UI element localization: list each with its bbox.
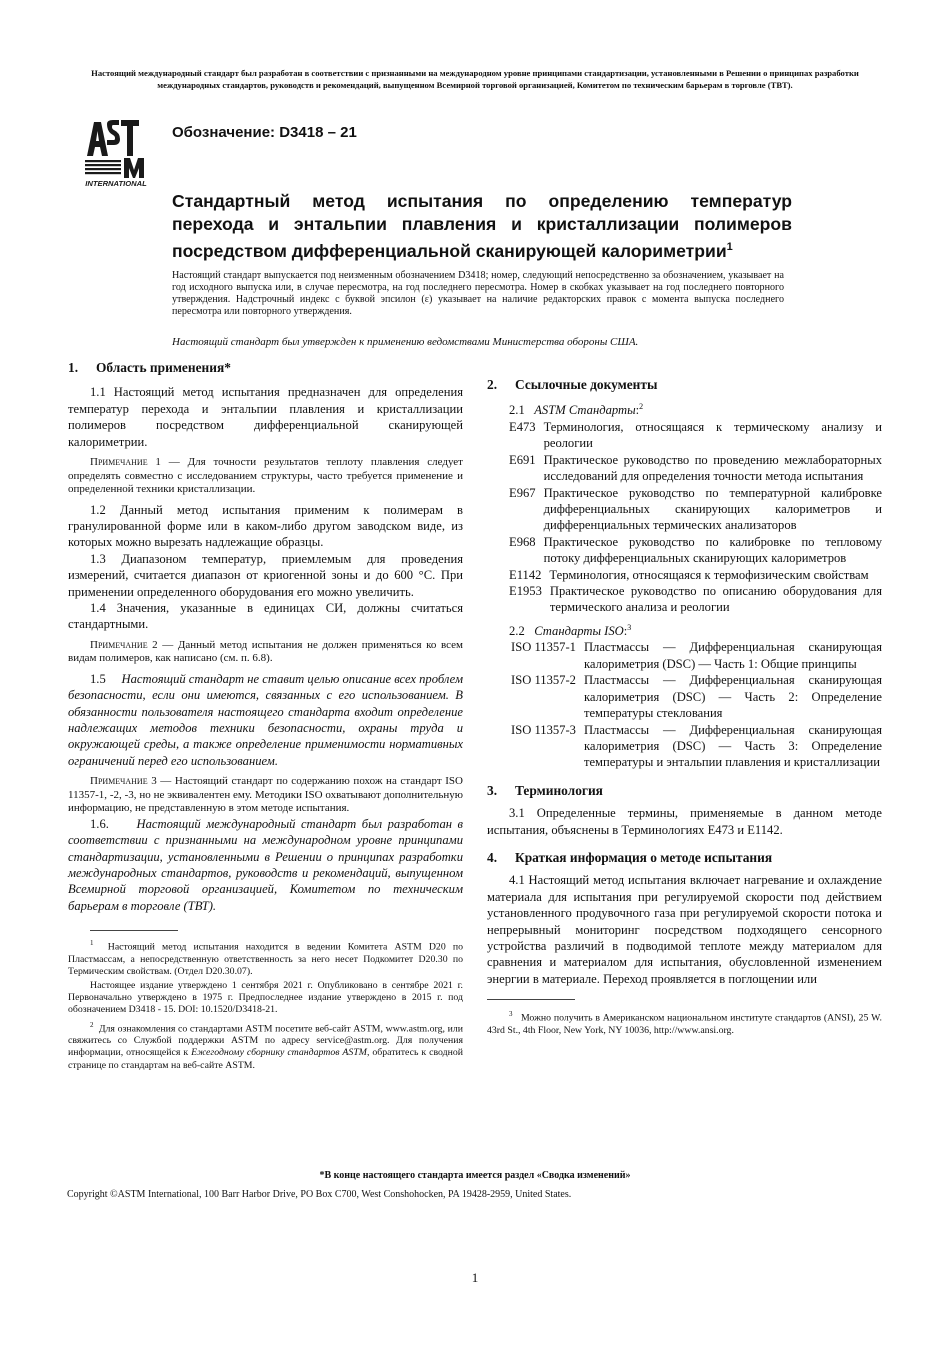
note-3-label: Примечание 3 [90, 775, 157, 788]
page-title [172, 190, 792, 263]
para-2-1-mark: 2 [639, 402, 644, 412]
para-1-5 [68, 671, 463, 769]
para-1-1: 1.1 Настоящий метод испытания предназначен для определения температур перехода и энтальпии плавления и кристаллизации полимеров посредством дифференциальной сканирующей калориметрии. [68, 385, 463, 449]
astm-reference-text: Практическое руководство по описанию оборудования для термического анализа и реологии [549, 584, 882, 615]
iso-reference-code: ISO 11357-3 [511, 722, 576, 737]
para-1-5-number: 1.5 [90, 671, 106, 686]
section-1-title: Область применения* [96, 360, 231, 375]
para-2-2-mark: 3 [627, 622, 632, 632]
note-3-text: — Настоящий стандарт по содержанию похож на стандарт ISO 11357-1, -2, -3, но не эквивалентен ему. Методики ISO охватывают дополнительную информацию, не представленную в этом методе испытания. [68, 775, 463, 815]
para-1-3: 1.3 Диапазоном температур, приемлемым для проведения измерений, считается диапазон от криогенной зоны и до 600 °C. При применении определенного оборудования его можно увеличить. [68, 551, 463, 599]
footnote-rule-left [90, 930, 178, 931]
footnote-3-mark: 3 [509, 1010, 513, 1019]
approved-note: Настоящий стандарт был утвержден к применению ведомствами Министерства обороны США. [172, 336, 639, 348]
section-4-heading [487, 850, 882, 866]
note-2-text: — Данный метод испытания не должен применяться ко всем видам полимеров, как написано (см. п. 6.8). [68, 638, 463, 665]
title-text: Стандартный метод испытания по определению температур перехода и энтальпии плавления и кристаллизации полимеров посредством дифференциальной сканирующей калориметрии [172, 191, 792, 261]
astm-reference-code: E691 [509, 452, 536, 467]
footnote-1-mark: 1 [90, 939, 94, 948]
footnote-2-text-b: , обратитесь к сводной странице по стандартам на веб-сайте ASTM. [68, 1047, 463, 1071]
astm-reference-item [509, 452, 882, 485]
para-1-6 [68, 816, 463, 914]
footnote-2 [68, 1019, 463, 1072]
para-1-5-text: Настоящий стандарт не ставит целью описание всех проблем безопасности, если они имеются, связанных с его использованием. В обязанности пользователя настоящего стандарта входит определение надлежащих методов техники безопасности, охраны труда и окружающей среды, а также определение применимости нормативных ограничений перед его использованием. [68, 671, 463, 768]
section-2-title: Ссылочные документы [515, 377, 658, 392]
astm-reference-text: Терминология, относящаяся к термическому анализу и реологии [543, 420, 882, 451]
footnote-3-text: Можно получить в Американском национальном институте стандартов (ANSI), 25 W. 43rd St., 4th Floor, New York, NY 10036, http://www.ansi.org. [487, 1012, 882, 1036]
note-1 [68, 456, 463, 497]
note-2 [68, 639, 463, 666]
iso-reference-code: ISO 11357-2 [511, 673, 576, 688]
astm-reference-code: E1953 [509, 584, 542, 599]
para-3-1: 3.1 Определенные термины, применяемые в данном методе испытания, объяснены в Терминологиях E473 и E1142. [487, 806, 882, 837]
section-3-heading [487, 783, 882, 799]
para-2-1-number: 2.1 [509, 403, 525, 418]
note-1-text: — Для точности результатов теплоту плавления следует определять совместно с исследованием структуры, часто требуется применение и определенной техники кристаллизации. [68, 456, 463, 496]
issue-note: Настоящий стандарт выпускается под неизменным обозначением D3418; номер, следующий непосредственно за обозначением, указывает на год исходного выпуска или, в случае пересмотра, на год последнего пересмотра. Номер в скобках указывает на год последнего повторного утверждения. Надстрочный индекс с буквой эпсилон (ε) указывает на наличие редакторских правок с момента выпуска последнего пересмотра или повторного утверждения. [172, 270, 784, 317]
astm-reference-item [509, 583, 882, 616]
iso-reference-item [511, 672, 882, 721]
iso-reference-text: Пластмассы — Дифференциальная сканирующая калориметрия (DSC) — Часть 2: Определение температуры стеклования [583, 673, 882, 721]
section-4-number: 4. [487, 849, 498, 865]
para-1-6-number: 1.6. [90, 816, 109, 831]
astm-logo [77, 114, 155, 188]
footnote-2-text-a: Для ознакомления со стандартами ASTM посетите веб-сайт ASTM, www.astm.org, или свяжитесь со Службой поддержки ASTM по адресу service@astm.org. Для получения информации, относящейся к [68, 1022, 463, 1059]
astm-logo-icon [77, 114, 155, 188]
left-column [68, 360, 463, 1072]
para-1-2: 1.2 Данный метод испытания применим к полимерам в гранулированной форме или в каком-либо другом заводском виде, из которых можно вырезать надлежащие образцы. [68, 502, 463, 550]
astm-reference-item [509, 567, 882, 583]
page-number: 1 [471, 1270, 479, 1285]
note-2-label: Примечание 2 [90, 638, 158, 651]
iso-reference-item [511, 722, 882, 771]
note-3 [68, 775, 463, 816]
footnote-2-mark: 2 [90, 1020, 94, 1029]
title-footnote-mark: 1 [726, 241, 733, 253]
astm-reference-code: E473 [509, 420, 536, 434]
astm-reference-code: E1142 [509, 567, 542, 582]
para-2-1: 2.1 ASTM Стандарты:$^2$ [509, 402, 644, 418]
astm-reference-code: E968 [509, 534, 536, 549]
para-2-2-text: Стандарты ISO [534, 624, 624, 639]
section-3-number: 3. [487, 782, 498, 798]
para-2-2-number: 2.2 [509, 624, 525, 639]
astm-reference-text: Терминология, относящаяся к термофизическим свойствам [549, 567, 869, 582]
section-3-title: Терминология [515, 782, 603, 798]
footnote-1 [68, 937, 463, 978]
section-1-number: 1. [68, 360, 79, 375]
section-1-heading [68, 360, 463, 376]
para-1-6-text: Настоящий международный стандарт был разработан в соответствии с признанными на международном уровне принципами стандартизации, установленными в Решении о принципах разработки международных стандартов, руководств и рекомендаций, выпущенном Всемирной торговой организацией, Комитетом по техническим барьерам в торговле (ТВТ). [68, 816, 463, 913]
footnote-1-text: Настоящий метод испытания находится в ведении Комитета ASTM D20 по Пластмассам, а непосредственную ответственность за него несет Подкомитет D20.30 по Термическим свойствам. (Отдел D20.30.07). [68, 941, 463, 977]
section-4-title: Краткая информация о методе испытания [515, 849, 773, 865]
astm-reference-item [509, 485, 882, 534]
footnote-rule-right [487, 999, 575, 1000]
astm-reference-text: Практическое руководство по температурной калибровке дифференциальных сканирующих калориметров и дифференциальных термических анализаторов [543, 485, 882, 533]
section-2-heading [487, 377, 882, 393]
designation: Обозначение: D3418 – 21 [172, 124, 357, 141]
copyright: Copyright ©ASTM International, 100 Barr Harbor Drive, PO Box C700, West Conshohocken, PA 19428-2959, United States. [67, 1189, 572, 1200]
astm-reference-text: Практическое руководство по калибровке по тепловому потоку дифференциальных сканирующих калориметров [543, 534, 882, 566]
iso-reference-text: Пластмассы — Дифференциальная сканирующая калориметрия (DSC) — Часть 3: Определение температуры и энтальпии плавления и кристаллизации [583, 722, 882, 770]
section-2-number: 2. [487, 377, 498, 392]
astm-reference-item [509, 534, 882, 567]
para-1-4: 1.4 Значения, указанные в единицах СИ, должны считаться стандартными. [68, 600, 463, 632]
summary-of-changes-note: *В конце настоящего стандарта имеется раздел «Сводка изменений» [319, 1170, 631, 1181]
right-column [487, 377, 882, 1037]
iso-reference-item [511, 639, 882, 672]
logo-text: INTERNATIONAL [85, 179, 147, 188]
iso-reference-list [511, 639, 882, 770]
astm-reference-item [509, 419, 882, 452]
footnote-2-text-italic: Ежегодному сборнику стандартов ASTM [191, 1047, 367, 1059]
astm-reference-list [509, 419, 882, 616]
para-2-1-text: ASTM Стандарты [534, 403, 636, 418]
iso-reference-code: ISO 11357-1 [511, 640, 576, 655]
iso-reference-text: Пластмассы — Дифференциальная сканирующая калориметрия (DSC) — Часть 1: Общие принципы [583, 640, 882, 671]
para-4-1: 4.1 Настоящий метод испытания включает нагревание и охлаждение материала для испытания при регулируемой скорости под действием установленного продувочного газа при регулируемой скорости потока и непрерывный мониторинг посредством подходящего сенсорного устройства различий в подводимой теплоте между материалом для сравнения и материалом для испытания, обусловленной изменением энергии в материале. Переход проявляется в поглощении или [487, 873, 882, 986]
top-note: Настоящий международный стандарт был разработан в соответствии с признанными на международном уровне принципами стандартизации, установленными в Решении о принципах разработки международных стандартов, руководств и рекомендаций, выпущенном Всемирной торговой организацией, Комитетом по техническим барьерам в торговле (ТВТ). [91, 68, 859, 90]
footnote-3 [487, 1008, 882, 1037]
astm-reference-code: E967 [509, 485, 536, 500]
note-1-label: Примечание 1 [90, 456, 161, 469]
para-2-2: 2.2 Стандарты ISO:$^3$ [509, 622, 632, 639]
footnote-1b: Настоящее издание утверждено 1 сентября 2021 г. Опубликовано в сентябре 2021 г. Первоначально утверждено в 1975 г. Предпоследнее издание утверждено в 2015 г. под обозначением D3418 - 15. DOI: 10.1520/D3418-21. [68, 980, 463, 1016]
astm-reference-text: Практическое руководство по проведению межлабораторных исследований для определения точности метода испытания [543, 452, 882, 484]
